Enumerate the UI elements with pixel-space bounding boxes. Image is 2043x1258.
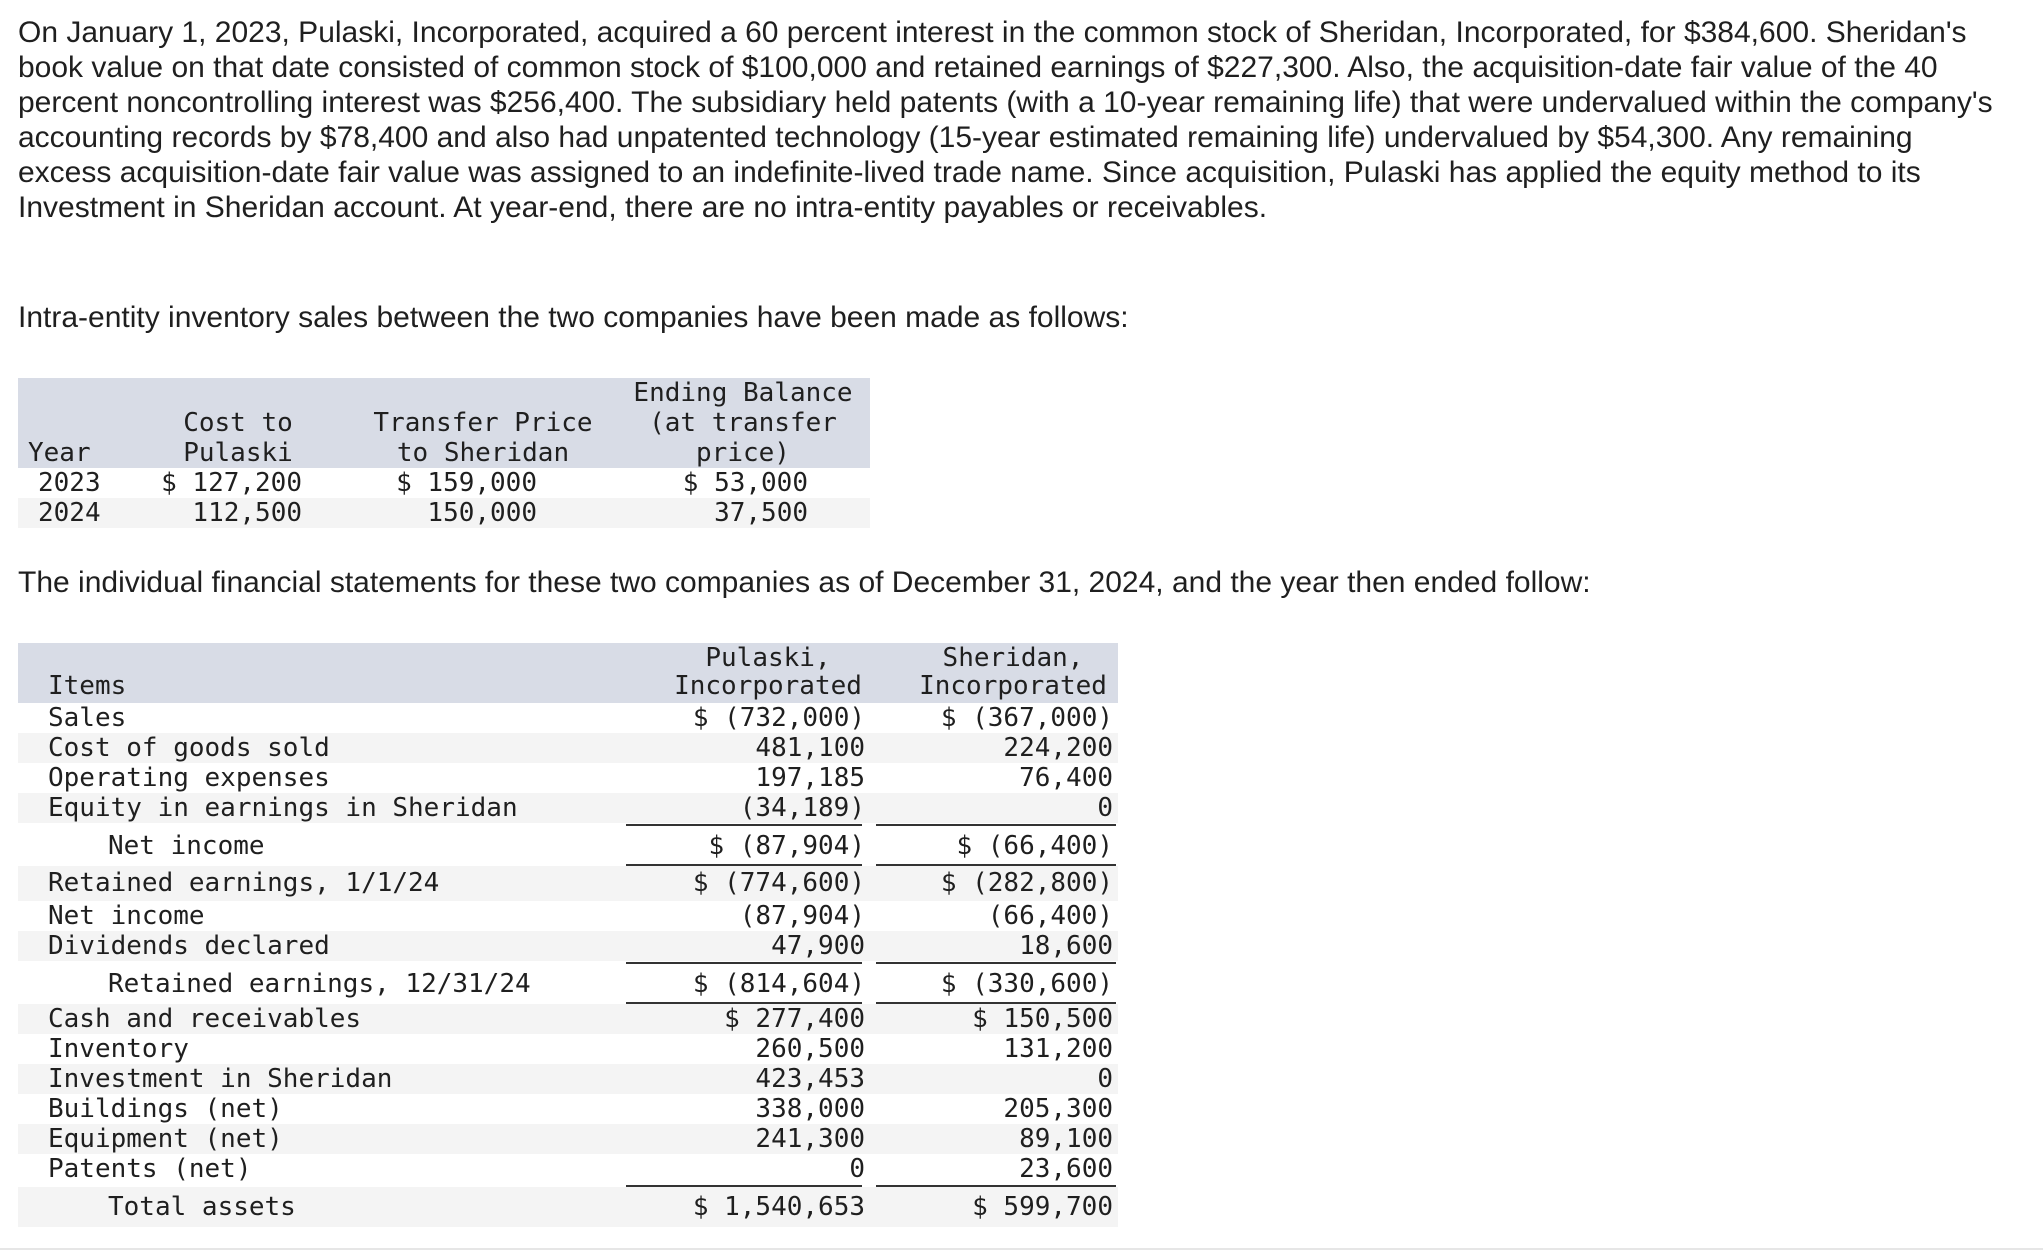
cell-pulaski: $ (87,904)	[708, 831, 865, 861]
cell-sheridan: $ (66,400)	[956, 831, 1113, 861]
cell-pulaski: $ (774,600)	[692, 868, 865, 898]
cell-pulaski: 197,185	[755, 763, 865, 793]
row-label: Operating expenses	[48, 763, 330, 793]
cell-ending: $ 53,000	[682, 468, 808, 498]
subtotal-rule	[876, 824, 1116, 826]
table-row	[18, 498, 870, 528]
row-label: Buildings (net)	[48, 1094, 283, 1124]
problem-intro: On January 1, 2023, Pulaski, Incorporated, acquired a 60 percent interest in the common stock of Sheridan, Incorporated, for $384,600. Sheridan's book value on that date consisted of common stock of $100,000 and retained earnings of $227,300. Also, the acquisition-date fair value of the 40 percent noncontrolling interest was $256,400. The subsidiary held patents (with a 10-year remaining life) that were undervalued within the company's accounting records by $78,400 and also had unpatented technology (15-year estimated remaining life) undervalued by $54,300. Any remaining excess acquisition-date fair value was assigned to an indefinite-lived trade name. Since acquisition, Pulaski has applied the equity method to its Investment in Sheridan account. At year-end, there are no intra-entity payables or receivables.	[18, 16, 1993, 224]
header-items: Items	[48, 671, 127, 701]
cell-pulaski: $ (814,604)	[692, 969, 865, 999]
row-label: Inventory	[48, 1034, 189, 1064]
page-bottom-divider	[0, 1248, 2043, 1250]
statements-lead-text: The individual financial statements for these two companies as of December 31, 2024, and the year then ended follow:	[18, 566, 1591, 599]
header-pulaski-line2: Incorporated	[674, 671, 862, 701]
subtotal-rule	[876, 962, 1116, 964]
inventory-table	[18, 378, 870, 528]
cell-pulaski: 423,453	[755, 1064, 865, 1094]
cell-sheridan: $ (282,800)	[940, 868, 1113, 898]
cell-sheridan: 89,100	[1019, 1124, 1113, 1154]
cell-pulaski: (87,904)	[739, 901, 865, 931]
header-cost-line1: Cost to	[183, 408, 293, 438]
subtotal-rule	[876, 864, 1116, 866]
cell-year: 2024	[38, 498, 101, 528]
cell-pulaski: $ (732,000)	[692, 703, 865, 733]
cell-pulaski: 0	[849, 1154, 865, 1184]
table-row	[18, 1154, 1118, 1184]
subtotal-rule	[626, 864, 862, 866]
row-label: Equity in earnings in Sheridan	[48, 793, 518, 823]
cell-cost: $ 127,200	[161, 468, 302, 498]
cell-sheridan: 23,600	[1019, 1154, 1113, 1184]
row-label: Cash and receivables	[48, 1004, 362, 1034]
cell-sheridan: 131,200	[1003, 1034, 1113, 1064]
header-ending-line3: price)	[696, 438, 790, 468]
row-label: Patents (net)	[48, 1154, 252, 1184]
cell-pulaski: 338,000	[755, 1094, 865, 1124]
row-label: Equipment (net)	[48, 1124, 283, 1154]
table-row	[18, 1064, 1118, 1094]
header-ending-line1: Ending Balance	[633, 378, 853, 408]
row-label: Cost of goods sold	[48, 733, 330, 763]
cell-sheridan: 18,600	[1019, 931, 1113, 961]
row-label: Retained earnings, 12/31/24	[108, 969, 531, 999]
header-sheridan-line1: Sheridan,	[942, 643, 1084, 673]
cell-pulaski: 260,500	[755, 1034, 865, 1064]
table-row	[18, 1124, 1118, 1154]
financial-statements-table	[18, 643, 1118, 1235]
cell-sheridan: 0	[1097, 1064, 1113, 1094]
table-row	[18, 733, 1118, 763]
cell-pulaski: 481,100	[755, 733, 865, 763]
cell-sheridan: 205,300	[1003, 1094, 1113, 1124]
cell-sheridan: $ (367,000)	[940, 703, 1113, 733]
row-label: Net income	[48, 901, 205, 931]
table-row	[18, 468, 870, 498]
table-row	[18, 826, 1118, 866]
table-row	[18, 866, 1118, 901]
cell-sheridan: (66,400)	[987, 901, 1113, 931]
cell-transfer: 150,000	[427, 498, 537, 528]
table-row	[18, 1187, 1118, 1227]
header-cost-line2: Pulaski	[183, 438, 293, 468]
table-row	[18, 703, 1118, 733]
row-label: Retained earnings, 1/1/24	[48, 868, 440, 898]
cell-sheridan: $ 599,700	[972, 1192, 1113, 1222]
header-transfer-line2: to Sheridan	[396, 438, 570, 468]
table-row	[18, 901, 1118, 931]
subtotal-rule	[876, 1185, 1116, 1187]
inventory-lead-text: Intra-entity inventory sales between the two companies have been made as follows:	[18, 301, 1129, 334]
header-sheridan-line2: Incorporated	[919, 671, 1107, 701]
header-transfer-line1: Transfer Price	[373, 408, 593, 438]
cell-pulaski: $ 1,540,653	[692, 1192, 865, 1222]
header-pulaski-line1: Pulaski,	[705, 643, 831, 673]
table-row	[18, 1004, 1118, 1034]
subtotal-rule	[626, 962, 862, 964]
cell-pulaski: (34,189)	[739, 793, 865, 823]
cell-transfer: $ 159,000	[396, 468, 537, 498]
header-ending-line2: (at transfer	[649, 408, 837, 438]
row-label: Sales	[48, 703, 127, 733]
table-row	[18, 763, 1118, 793]
table-row	[18, 1034, 1118, 1064]
table-row	[18, 1094, 1118, 1124]
subtotal-rule	[626, 1002, 862, 1004]
row-label: Investment in Sheridan	[48, 1064, 393, 1094]
cell-ending: 37,500	[714, 498, 808, 528]
table-row	[18, 793, 1118, 823]
cell-sheridan: 0	[1097, 793, 1113, 823]
cell-pulaski: $ 277,400	[724, 1004, 865, 1034]
cell-sheridan: 224,200	[1003, 733, 1113, 763]
cell-pulaski: 241,300	[755, 1124, 865, 1154]
subtotal-rule	[626, 1185, 862, 1187]
row-label: Total assets	[108, 1192, 296, 1222]
row-label: Dividends declared	[48, 931, 330, 961]
inventory-table-header	[18, 378, 870, 468]
cell-sheridan: $ (330,600)	[940, 969, 1113, 999]
subtotal-rule	[626, 824, 862, 826]
header-year: Year	[28, 438, 91, 468]
cell-pulaski: 47,900	[771, 931, 865, 961]
cell-sheridan: 76,400	[1019, 763, 1113, 793]
row-label: Net income	[108, 831, 265, 861]
table-row	[18, 931, 1118, 961]
cell-cost: 112,500	[192, 498, 302, 528]
table-row	[18, 964, 1118, 1004]
subtotal-rule	[876, 1002, 1116, 1004]
financial-table-header	[18, 643, 1118, 703]
cell-sheridan: $ 150,500	[972, 1004, 1113, 1034]
cell-year: 2023	[38, 468, 101, 498]
